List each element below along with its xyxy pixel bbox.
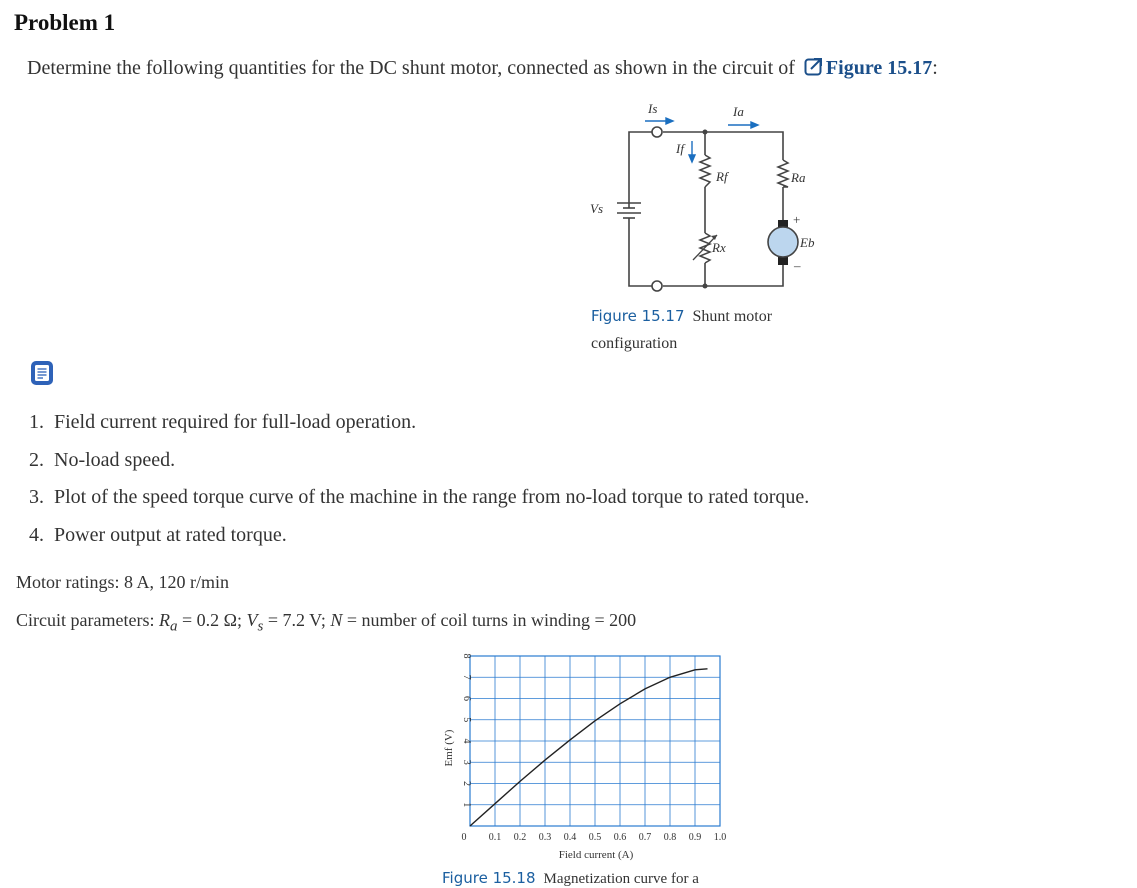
- y-tick-label: 4: [461, 738, 472, 744]
- x-tick-label: 0.9: [688, 832, 702, 843]
- label-minus: –: [794, 258, 801, 273]
- figure-15-17-number: Figure 15.17: [591, 307, 685, 325]
- motor-ratings: Motor ratings: 8 A, 120 r/min: [16, 572, 229, 592]
- y-tick-label: 8: [461, 653, 472, 659]
- x-tick-label: 0.4: [563, 832, 577, 843]
- x-tick-label: 0.7: [638, 832, 652, 843]
- notes-icon[interactable]: [30, 360, 54, 391]
- label-ia: Ia: [733, 104, 744, 119]
- magnetization-curve-chart: [436, 648, 736, 866]
- rf-resistor: [700, 155, 710, 187]
- circuit-parameters: Circuit parameters: $R_a = 0.2$ Ω; $V_s = 7.2$ V; N = number of coil turns in winding = 200: [16, 610, 637, 635]
- terminal-top: [652, 127, 662, 137]
- problem-intro: [27, 56, 938, 82]
- shunt-motor-circuit-diagram: [580, 95, 840, 300]
- x-tick-label: 0: [461, 832, 467, 843]
- external-link-icon[interactable]: [804, 56, 824, 82]
- x-tick-label: 0.3: [538, 832, 552, 843]
- x-tick-label: 0.2: [513, 832, 527, 843]
- x-tick-label: 0.5: [588, 832, 602, 843]
- intro-end: :: [932, 57, 938, 79]
- label-rf: Rf: [716, 169, 728, 184]
- x-tick-label: 1.0: [713, 832, 727, 843]
- y-tick-label: 5: [461, 717, 472, 723]
- figure-15-17-text: Shunt motor configuration: [591, 308, 773, 352]
- figure-15-18-text: Magnetization curve for a: [543, 871, 699, 887]
- label-plus: +: [793, 212, 801, 227]
- problem-title: Problem 1: [14, 10, 116, 35]
- y-tick-label: 1: [461, 802, 472, 808]
- label-vs: Vs: [590, 201, 603, 216]
- terminal-bottom: [652, 281, 662, 291]
- x-tick-label: 0.1: [488, 832, 502, 843]
- figure-15-17-caption: [591, 303, 831, 357]
- x-tick-label: 0.8: [663, 832, 677, 843]
- y-axis-label: Emf (V): [443, 729, 455, 767]
- x-axis-label: Field current (A): [558, 849, 634, 861]
- figure-15-17-link[interactable]: Figure 15.17: [825, 57, 933, 79]
- ra-resistor: [778, 160, 788, 187]
- intro-text: Determine the following quantities for the DC shunt motor, connected as shown in the circuit of: [27, 57, 795, 79]
- label-is: Is: [648, 101, 658, 116]
- magnetization-curve-line: [470, 669, 708, 826]
- y-tick-label: 7: [461, 674, 472, 680]
- motor-symbol: [768, 227, 798, 257]
- label-rx: Rx: [712, 240, 726, 255]
- label-ra: Ra: [791, 170, 806, 185]
- label-eb: Eb: [800, 235, 815, 250]
- list-item: 1. Field current required for full-load operation.: [29, 411, 417, 433]
- figure-15-18-number: Figure 15.18: [442, 869, 536, 887]
- label-if: If: [676, 141, 684, 156]
- list-item: 2. No-load speed.: [29, 448, 176, 471]
- list-item: 3. Plot of the speed torque curve of the machine in the range from no-load torque to rated torque.: [29, 486, 810, 509]
- list-item: 4. Power output at rated torque.: [29, 524, 287, 547]
- y-tick-label: 2: [461, 781, 472, 786]
- y-tick-label: 6: [461, 696, 472, 701]
- x-tick-label: 0.6: [613, 832, 627, 843]
- question-list: [29, 408, 809, 559]
- y-tick-label: 3: [461, 759, 472, 765]
- figure-15-18-caption: [442, 869, 699, 888]
